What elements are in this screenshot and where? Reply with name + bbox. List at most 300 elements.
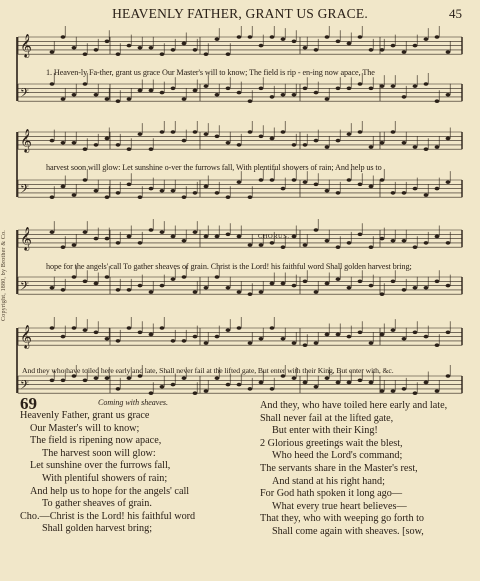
note-head: [193, 89, 198, 93]
note-head: [193, 230, 198, 234]
note-head: [369, 341, 374, 345]
note-head: [105, 376, 110, 380]
treble-clef-icon: 𝄞: [20, 324, 32, 348]
note-head: [237, 290, 242, 294]
note-head: [94, 93, 99, 97]
note-head: [325, 35, 330, 39]
note-head: [347, 241, 352, 245]
note-head: [424, 241, 429, 245]
verse-line: Heavenly Father, grant us grace: [20, 410, 150, 421]
note-head: [314, 91, 319, 95]
verse-line: Who heed the Lord's command;: [272, 450, 403, 462]
note-head: [138, 284, 143, 288]
note-head: [259, 381, 264, 385]
note-head: [61, 288, 66, 292]
note-head: [226, 87, 231, 91]
note-head: [358, 379, 363, 383]
note-head: [193, 290, 198, 294]
note-head: [171, 383, 176, 387]
page-number: 45: [449, 6, 462, 21]
note-head: [303, 243, 308, 247]
verse-line: And help us to hope for the angels' call: [30, 485, 190, 497]
note-head: [204, 132, 209, 136]
note-head: [281, 187, 286, 191]
system4-lyric: And they who have toiled here early and late, Shall never fail at the lifted gate, But enter with their King, But enter with, &c.: [22, 366, 394, 375]
note-head: [182, 339, 187, 343]
note-head: [105, 237, 110, 241]
note-head: [215, 191, 220, 195]
note-head: [413, 245, 418, 249]
note-head: [72, 141, 77, 145]
note-head: [171, 277, 176, 281]
note-head: [160, 326, 165, 330]
staff-lines: [17, 33, 462, 395]
note-head: [248, 99, 253, 103]
note-head: [325, 376, 330, 380]
note-head: [226, 328, 231, 332]
note-head: [127, 288, 132, 292]
note-head: [347, 381, 352, 385]
note-head: [116, 52, 121, 56]
note-head: [391, 328, 396, 332]
note-head: [138, 46, 143, 50]
note-head: [182, 275, 187, 279]
note-head: [281, 337, 286, 341]
note-head: [336, 245, 341, 249]
note-head: [380, 292, 385, 296]
note-head: [270, 137, 275, 141]
note-head: [226, 195, 231, 199]
note-head: [446, 180, 451, 184]
note-head: [336, 277, 341, 281]
note-head: [369, 145, 374, 149]
note-head: [193, 335, 198, 339]
note-head: [358, 280, 363, 284]
note-head: [94, 48, 99, 52]
note-head: [160, 385, 165, 389]
note-head: [270, 35, 275, 39]
note-head: [61, 245, 66, 249]
verse-right-column: [250, 400, 447, 539]
note-head: [248, 130, 253, 134]
note-head: [193, 191, 198, 195]
note-head: [413, 145, 418, 149]
note-head: [160, 130, 165, 134]
note-head: [303, 143, 308, 147]
note-head: [204, 84, 209, 88]
note-head: [149, 290, 154, 294]
note-head: [83, 147, 88, 151]
note-head: [127, 44, 132, 48]
note-head: [292, 178, 297, 182]
note-head: [138, 132, 143, 136]
note-head: [270, 387, 275, 391]
verse-line: And stand at his right hand;: [272, 475, 385, 487]
note-head: [424, 381, 429, 385]
verse-line: With plentiful showers of rain;: [42, 472, 168, 484]
note-head: [259, 243, 264, 247]
note-head: [248, 243, 253, 247]
note-head: [435, 389, 440, 393]
note-head: [325, 97, 330, 101]
note-head: [358, 233, 363, 237]
note-head: [248, 341, 253, 345]
note-head: [149, 46, 154, 50]
note-head: [259, 337, 264, 341]
note-head: [402, 387, 407, 391]
bass-clef-icon: 𝄢: [20, 183, 30, 199]
note-head: [303, 180, 308, 184]
note-head: [402, 337, 407, 341]
note-head: [336, 381, 341, 385]
note-head: [72, 243, 77, 247]
note-head: [105, 137, 110, 141]
note-head: [413, 187, 418, 191]
note-head: [50, 230, 55, 234]
note-head: [314, 341, 319, 345]
page-title: HEAVENLY FATHER, GRANT US GRACE.: [112, 6, 368, 21]
note-head: [369, 245, 374, 249]
tune-note: Coming with sheaves.: [98, 398, 168, 407]
note-head: [149, 333, 154, 337]
verse-line: Shall never fail at the lifted gate,: [260, 412, 394, 424]
verse-line: That they, who with weeping go forth to: [260, 513, 425, 525]
note-head: [413, 84, 418, 88]
note-head: [94, 237, 99, 241]
note-head: [435, 235, 440, 239]
note-head: [281, 93, 286, 97]
note-head: [215, 135, 220, 139]
note-head: [325, 333, 330, 337]
system1-lyric: 1. Heaven-ly Fa-ther, grant us grace Our Master's will to know; The field is rip - en-ing now apace, The: [46, 68, 375, 77]
note-head: [149, 147, 154, 151]
note-head: [413, 286, 418, 290]
note-head: [83, 178, 88, 182]
note-head: [237, 383, 242, 387]
note-head: [149, 391, 154, 395]
note-head: [50, 82, 55, 86]
note-head: [424, 286, 429, 290]
chorus-label: CHORUS.: [258, 233, 290, 240]
note-head: [292, 143, 297, 147]
note-head: [424, 193, 429, 197]
note-head: [336, 139, 341, 143]
note-head: [193, 48, 198, 52]
verse-line: For God hath spoken it long ago—: [260, 488, 403, 500]
note-head: [380, 333, 385, 337]
note-head: [402, 239, 407, 243]
verse-line: Cho.—Christ is the Lord! his faithful word: [20, 510, 196, 522]
note-head: [149, 89, 154, 93]
note-head: [94, 331, 99, 335]
note-head: [171, 130, 176, 134]
note-head: [314, 139, 319, 143]
note-head: [94, 376, 99, 380]
note-head: [204, 286, 209, 290]
note-head: [61, 335, 66, 339]
note-head: [358, 35, 363, 39]
note-head: [138, 195, 143, 199]
note-head: [281, 130, 286, 134]
note-head: [160, 284, 165, 288]
note-head: [391, 84, 396, 88]
note-head: [83, 379, 88, 383]
note-head: [347, 178, 352, 182]
note-head: [72, 193, 77, 197]
note-head: [204, 185, 209, 189]
note-head: [358, 331, 363, 335]
note-head: [94, 189, 99, 193]
note-head: [270, 95, 275, 99]
note-head: [116, 143, 121, 147]
note-head: [380, 237, 385, 241]
note-head: [138, 331, 143, 335]
note-head: [116, 387, 121, 391]
note-head: [325, 145, 330, 149]
verse-line: The harvest soon will glow:: [42, 447, 156, 459]
note-head: [347, 335, 352, 339]
note-head: [215, 37, 220, 41]
note-head: [292, 40, 297, 44]
note-head: [248, 35, 253, 39]
note-head: [94, 143, 99, 147]
note-head: [226, 286, 231, 290]
note-head: [314, 183, 319, 187]
note-head: [61, 141, 66, 145]
note-head: [325, 239, 330, 243]
note-head: [446, 137, 451, 141]
note-head: [83, 230, 88, 234]
note-head: [380, 84, 385, 88]
note-head: [72, 46, 77, 50]
note-head: [61, 379, 66, 383]
verse-line: Shall golden harvest bring;: [42, 523, 153, 535]
note-head: [105, 97, 110, 101]
note-head: [182, 376, 187, 380]
note-head: [72, 326, 77, 330]
note-head: [303, 280, 308, 284]
note-head: [303, 381, 308, 385]
note-head: [61, 97, 66, 101]
note-head: [424, 147, 429, 151]
note-head: [402, 191, 407, 195]
note-head: [50, 50, 55, 54]
note-head: [369, 87, 374, 91]
note-head: [314, 228, 319, 232]
note-head: [61, 35, 66, 39]
note-head: [391, 280, 396, 284]
note-head: [160, 91, 165, 95]
note-head: [325, 189, 330, 193]
note-head: [138, 241, 143, 245]
note-head: [446, 241, 451, 245]
note-head: [281, 282, 286, 286]
note-head: [61, 185, 66, 189]
note-head: [215, 235, 220, 239]
note-head: [270, 241, 275, 245]
note-head: [281, 245, 286, 249]
note-head: [193, 130, 198, 134]
note-head: [237, 91, 242, 95]
note-head: [171, 235, 176, 239]
note-head: [160, 52, 165, 56]
note-head: [50, 286, 55, 290]
bass-clef-icon: 𝄢: [20, 87, 30, 103]
treble-clef-icon: 𝄞: [20, 33, 32, 57]
note-head: [248, 292, 253, 296]
system3-lyric: hope for the angels' call To gather sheaves of grain. Christ is the Lord! his faithful word Shall golden harvest bring;: [46, 262, 412, 271]
note-head: [160, 189, 165, 193]
note-head: [402, 95, 407, 99]
note-head: [336, 40, 341, 44]
note-head: [138, 89, 143, 93]
note-head: [424, 335, 429, 339]
note-head: [226, 383, 231, 387]
verse-line: Our Master's will to know;: [30, 422, 140, 434]
note-head: [270, 178, 275, 182]
note-head: [336, 87, 341, 91]
note-head: [204, 235, 209, 239]
note-head: [116, 339, 121, 343]
verse-left-column: [20, 410, 195, 536]
note-head: [226, 52, 231, 56]
note-head: [237, 180, 242, 184]
note-head: [215, 335, 220, 339]
note-head: [149, 228, 154, 232]
note-head: [402, 141, 407, 145]
note-head: [193, 391, 198, 395]
note-head: [83, 328, 88, 332]
note-head: [171, 189, 176, 193]
note-head: [292, 284, 297, 288]
note-head: [182, 195, 187, 199]
note-head: [116, 288, 121, 292]
note-head: [105, 337, 110, 341]
verse-line: The servants share in the Master's rest,: [260, 462, 418, 474]
verse-line: Let sunshine over the furrows fall,: [30, 460, 171, 472]
note-head: [226, 141, 231, 145]
note-head: [369, 185, 374, 189]
note-head: [380, 141, 385, 145]
note-head: [204, 389, 209, 393]
note-head: [435, 280, 440, 284]
note-head: [72, 93, 77, 97]
note-head: [435, 99, 440, 103]
verse-line: But enter with their King!: [272, 425, 378, 437]
treble-clef-icon: 𝄞: [20, 226, 32, 250]
system2-lyric: harvest soon will glow: Let sunshine o-ver the furrows fall, With plentiful showers of rain; And help us to: [46, 163, 382, 172]
note-head: [435, 187, 440, 191]
note-head: [347, 87, 352, 91]
note-head: [391, 239, 396, 243]
note-head: [204, 52, 209, 56]
bass-clef-icon: 𝄢: [20, 280, 30, 296]
note-head: [281, 37, 286, 41]
note-head: [402, 50, 407, 54]
note-head: [83, 280, 88, 284]
note-head: [303, 87, 308, 91]
note-head: [369, 381, 374, 385]
note-head: [127, 147, 132, 151]
verse-line: To gather sheaves of grain.: [42, 498, 152, 510]
note-head: [215, 93, 220, 97]
note-head: [347, 132, 352, 136]
note-head: [424, 82, 429, 86]
note-head: [237, 35, 242, 39]
note-head: [50, 139, 55, 143]
note-head: [259, 290, 264, 294]
note-head: [270, 282, 275, 286]
verse-line: And they, who have toiled here early and late,: [260, 400, 448, 411]
note-head: [424, 37, 429, 41]
note-head: [259, 44, 264, 48]
note-head: [182, 97, 187, 101]
note-head: [446, 93, 451, 97]
note-head: [446, 331, 451, 335]
note-head: [149, 187, 154, 191]
verse-line: What every true heart believes—: [272, 500, 407, 512]
note-head: [336, 333, 341, 337]
note-head: [50, 195, 55, 199]
note-head: [83, 52, 88, 56]
note-head: [259, 135, 264, 139]
note-head: [182, 239, 187, 243]
note-head: [413, 331, 418, 335]
note-head: [314, 290, 319, 294]
note-head: [171, 339, 176, 343]
note-head: [127, 235, 132, 239]
note-head: [292, 376, 297, 380]
note-head: [215, 376, 220, 380]
note-head: [105, 40, 110, 44]
note-head: [248, 195, 253, 199]
note-head: [435, 145, 440, 149]
note-head: [435, 343, 440, 347]
note-head: [204, 341, 209, 345]
hymn-number: 69: [20, 394, 37, 413]
note-head: [94, 282, 99, 286]
note-head: [50, 379, 55, 383]
note-head: [127, 97, 132, 101]
note-head: [369, 48, 374, 52]
note-head: [83, 82, 88, 86]
note-head: [402, 288, 407, 292]
note-head: [270, 326, 275, 330]
note-head: [237, 235, 242, 239]
note-head: [127, 326, 132, 330]
note-head: [347, 42, 352, 46]
note-head: [369, 284, 374, 288]
note-head: [314, 385, 319, 389]
note-head: [292, 341, 297, 345]
verse-line: The field is ripening now apace,: [30, 435, 162, 447]
note-head: [380, 178, 385, 182]
note-head: [116, 191, 121, 195]
note-head: [237, 143, 242, 147]
note-head: [105, 195, 110, 199]
verse-line: Shall come again with sheaves. [sow,: [272, 525, 424, 537]
note-head: [50, 326, 55, 330]
note-head: [259, 178, 264, 182]
note-head: [127, 376, 132, 380]
note-head: [314, 48, 319, 52]
note-head: [446, 50, 451, 54]
note-head: [358, 183, 363, 187]
note-head: [391, 44, 396, 48]
note-head: [226, 233, 231, 237]
note-head: [325, 282, 330, 286]
note-head: [182, 139, 187, 143]
